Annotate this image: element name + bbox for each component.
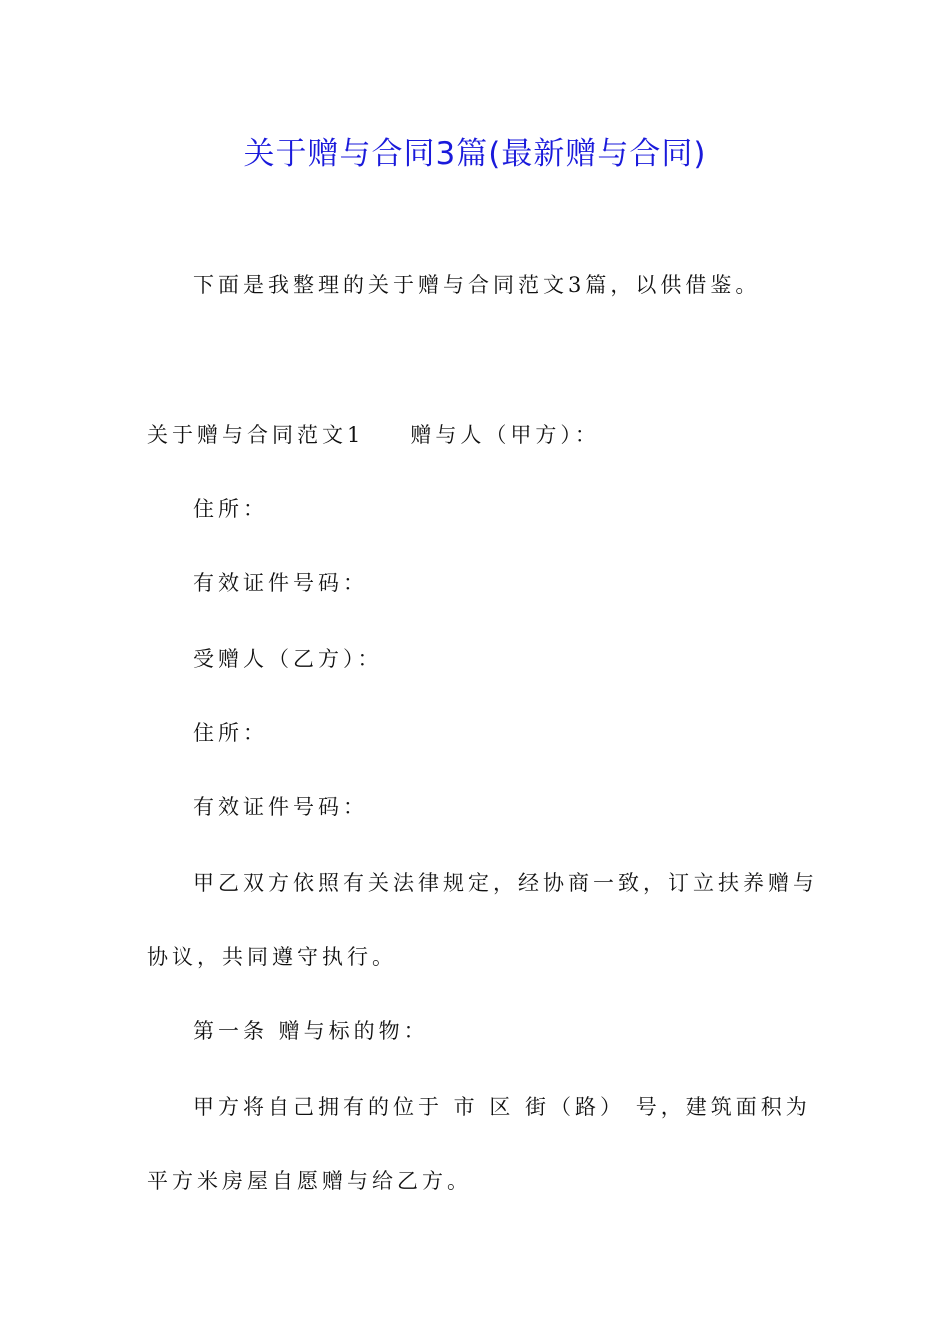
article1-heading: 第一条 赠与标的物： <box>193 1019 429 1043</box>
agreement-line-1: 甲乙双方依照有关法律规定，经协商一致，订立扶养赠与 <box>193 871 818 895</box>
donor-id: 有效证件号码： <box>193 571 368 595</box>
donor-address: 住所： <box>193 497 268 521</box>
section-heading-row <box>147 420 600 450</box>
document-title: 关于赠与合同3篇(最新赠与合同) <box>243 136 707 172</box>
section-heading: 关于赠与合同范文1 <box>147 423 365 447</box>
agreement-line-2: 协议，共同遵守执行。 <box>147 945 397 969</box>
donee-id: 有效证件号码： <box>193 795 368 819</box>
donee-address: 住所： <box>193 721 268 745</box>
donee-label: 受赠人（乙方）： <box>193 647 383 671</box>
article1-line-1: 甲方将自己拥有的位于 市 区 街（路） 号，建筑面积为 <box>193 1095 811 1119</box>
donor-label: 赠与人（甲方）： <box>410 423 600 447</box>
intro-paragraph: 下面是我整理的关于赠与合同范文3篇，以供借鉴。 <box>193 273 761 297</box>
article1-line-2: 平方米房屋自愿赠与给乙方。 <box>147 1169 472 1193</box>
